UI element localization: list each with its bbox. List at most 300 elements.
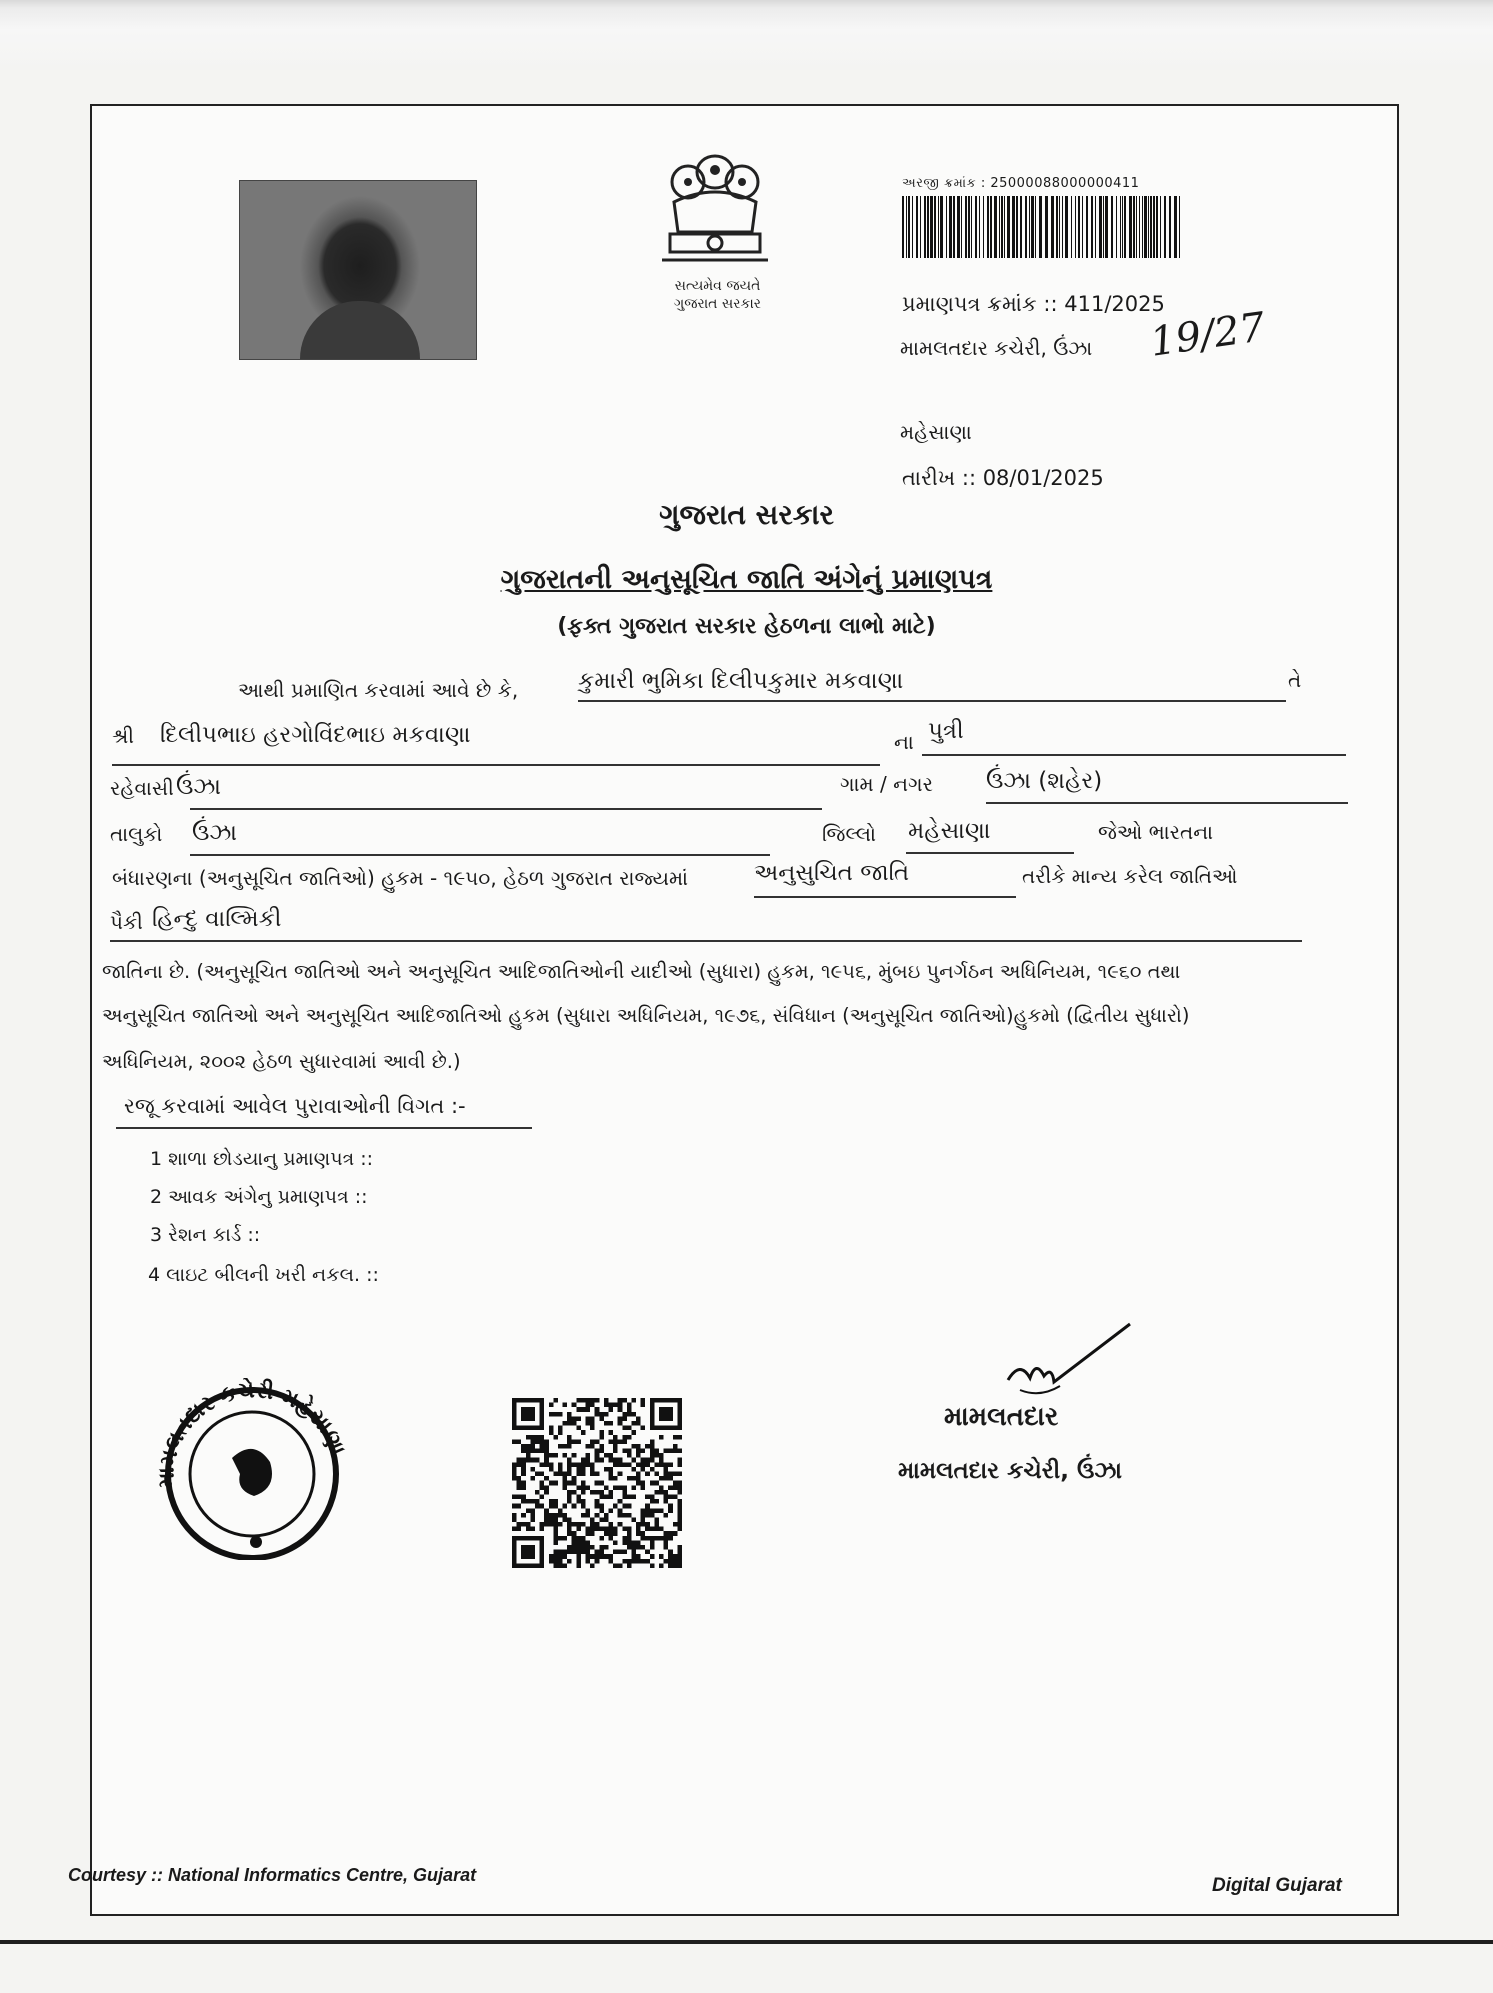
qr-module	[581, 1550, 586, 1555]
qr-module	[664, 1416, 669, 1421]
qr-module	[677, 1472, 682, 1477]
barcode-bar	[968, 196, 970, 258]
barcode-bar	[1082, 196, 1083, 258]
qr-module	[608, 1421, 613, 1426]
qr-module	[641, 1485, 646, 1490]
qr-module	[540, 1421, 545, 1426]
qr-module	[631, 1545, 636, 1550]
qr-module	[627, 1527, 632, 1532]
qr-module	[563, 1481, 568, 1486]
qr-module	[576, 1398, 581, 1403]
qr-module	[595, 1559, 600, 1564]
village-value: ઉંઝા (શહેર)	[986, 768, 1103, 794]
qr-module	[530, 1554, 535, 1559]
qr-module	[636, 1462, 641, 1467]
qr-module	[526, 1444, 531, 1449]
qr-module	[613, 1563, 618, 1568]
qr-code	[508, 1398, 686, 1568]
qr-module	[641, 1449, 646, 1454]
qr-module	[668, 1449, 673, 1454]
qr-module	[540, 1554, 545, 1559]
qr-module	[586, 1531, 591, 1536]
qr-module	[540, 1545, 545, 1550]
qr-module	[641, 1517, 646, 1522]
qr-module	[608, 1472, 613, 1477]
qr-module	[549, 1403, 554, 1408]
qr-module	[586, 1453, 591, 1458]
qr-module	[576, 1472, 581, 1477]
qr-module	[677, 1449, 682, 1454]
qr-module	[586, 1462, 591, 1467]
qr-module	[567, 1458, 572, 1463]
qr-module	[530, 1536, 535, 1541]
barcode-bar	[990, 196, 992, 258]
qr-module	[613, 1462, 618, 1467]
qr-module	[677, 1462, 682, 1467]
qr-module	[553, 1412, 558, 1417]
qr-module	[608, 1522, 613, 1527]
caste-value: હિન્દુ વાલ્મિકી	[152, 906, 282, 932]
qr-module	[613, 1540, 618, 1545]
qr-module	[636, 1472, 641, 1477]
qr-module	[540, 1485, 545, 1490]
qr-module	[595, 1412, 600, 1417]
qr-module	[521, 1472, 526, 1477]
qr-module	[622, 1490, 627, 1495]
qr-module	[553, 1527, 558, 1532]
qr-module	[677, 1490, 682, 1495]
barcode-bar	[946, 196, 947, 258]
qr-module	[590, 1531, 595, 1536]
qr-module	[521, 1550, 526, 1555]
qr-module	[590, 1517, 595, 1522]
qr-module	[563, 1550, 568, 1555]
qr-module	[650, 1540, 655, 1545]
qr-module	[586, 1545, 591, 1550]
qr-module	[608, 1536, 613, 1541]
barcode-bar	[1056, 196, 1058, 258]
qr-module	[641, 1559, 646, 1564]
qr-module	[677, 1550, 682, 1555]
qr-module	[517, 1476, 522, 1481]
qr-module	[544, 1485, 549, 1490]
qr-module	[563, 1403, 568, 1408]
qr-module	[645, 1527, 650, 1532]
qr-module	[576, 1439, 581, 1444]
qr-module	[622, 1435, 627, 1440]
barcode-bar	[1091, 196, 1093, 258]
photo-silhouette	[300, 301, 420, 359]
qr-module	[668, 1563, 673, 1568]
intro-text: આથી પ્રમાણિત કરવામાં આવે છે કે,	[238, 678, 519, 702]
qr-module	[668, 1536, 673, 1541]
qr-module	[608, 1407, 613, 1412]
qr-module	[540, 1550, 545, 1555]
qr-module	[627, 1536, 632, 1541]
qr-module	[636, 1522, 641, 1527]
qr-module	[563, 1444, 568, 1449]
barcode-bar	[1039, 196, 1042, 258]
qr-module	[645, 1522, 650, 1527]
qr-module	[530, 1435, 535, 1440]
qr-module	[595, 1490, 600, 1495]
barcode-bar	[1169, 196, 1171, 258]
qr-module	[599, 1536, 604, 1541]
qr-module	[576, 1536, 581, 1541]
qr-module	[572, 1439, 577, 1444]
qr-module	[677, 1545, 682, 1550]
qr-module	[659, 1453, 664, 1458]
barcode-bar	[1150, 196, 1152, 258]
certificate-title: ગુજરાતની અનુસૂચિત જાતિ અંગેનું પ્રમાણપત્ર	[500, 564, 993, 595]
qr-module	[599, 1444, 604, 1449]
qr-module	[595, 1398, 600, 1403]
qr-module	[650, 1563, 655, 1568]
qr-module	[512, 1416, 517, 1421]
qr-module	[677, 1426, 682, 1431]
qr-module	[590, 1522, 595, 1527]
qr-module	[627, 1412, 632, 1417]
qr-module	[650, 1403, 655, 1408]
qr-module	[677, 1522, 682, 1527]
qr-module	[581, 1485, 586, 1490]
barcode-bar	[957, 196, 960, 258]
barcode-bar	[1124, 196, 1126, 258]
qr-module	[668, 1508, 673, 1513]
qr-module	[604, 1467, 609, 1472]
qr-module	[576, 1550, 581, 1555]
qr-module	[567, 1435, 572, 1440]
qr-module	[650, 1426, 655, 1431]
legal-paragraph-line-2: અનુસૂચિત જાતિઓ અને અનુસૂચિત આદિજાતિઓ હુકમ (સુધારા અધિનિયમ, ૧૯૭૬, સંવિધાન (અનુસૂચિત જાતિઓ)હુકમો (દ્વિતીય સુધારો)	[102, 1004, 1190, 1027]
qr-module	[535, 1504, 540, 1509]
qr-module	[599, 1435, 604, 1440]
barcode-bar	[1078, 196, 1080, 258]
qr-module	[526, 1563, 531, 1568]
qr-module	[604, 1485, 609, 1490]
qr-module	[599, 1416, 604, 1421]
qr-module	[576, 1416, 581, 1421]
qr-module	[645, 1444, 650, 1449]
qr-module	[540, 1522, 545, 1527]
qr-module	[677, 1458, 682, 1463]
qr-module	[521, 1522, 526, 1527]
qr-module	[586, 1444, 591, 1449]
qr-module	[650, 1513, 655, 1518]
qr-module	[622, 1462, 627, 1467]
barcode-bar	[902, 196, 904, 258]
qr-module	[595, 1472, 600, 1477]
category-line	[754, 896, 1016, 898]
relation-value: પુત્રી	[928, 718, 964, 744]
qr-module	[521, 1563, 526, 1568]
qr-module	[650, 1508, 655, 1513]
barcode-bar	[920, 196, 921, 258]
qr-module	[563, 1421, 568, 1426]
qr-module	[636, 1444, 641, 1449]
qr-module	[673, 1563, 678, 1568]
qr-module	[553, 1435, 558, 1440]
qr-module	[553, 1481, 558, 1486]
qr-module	[599, 1554, 604, 1559]
qr-module	[618, 1472, 623, 1477]
qr-module	[576, 1522, 581, 1527]
qr-module	[631, 1476, 636, 1481]
qr-module	[677, 1435, 682, 1440]
qr-module	[650, 1421, 655, 1426]
qr-module	[645, 1504, 650, 1509]
qr-module	[627, 1453, 632, 1458]
barcode-bar	[1142, 196, 1143, 258]
qr-module	[599, 1449, 604, 1454]
qr-module	[650, 1412, 655, 1417]
qr-module	[604, 1545, 609, 1550]
applicant-name: કુમારી ભુમિકા દિલીપકુમાર મકવાણા	[578, 668, 904, 694]
qr-module	[608, 1554, 613, 1559]
qr-module	[599, 1517, 604, 1522]
qr-module	[576, 1499, 581, 1504]
barcode-bar	[1045, 196, 1048, 258]
qr-module	[572, 1536, 577, 1541]
qr-module	[567, 1490, 572, 1495]
qr-module	[627, 1559, 632, 1564]
qr-module	[544, 1449, 549, 1454]
qr-module	[664, 1472, 669, 1477]
qr-module	[540, 1416, 545, 1421]
qr-module	[553, 1504, 558, 1509]
qr-module	[650, 1398, 655, 1403]
qr-module	[599, 1550, 604, 1555]
qr-module	[530, 1439, 535, 1444]
qr-module	[521, 1536, 526, 1541]
qr-module	[526, 1536, 531, 1541]
relation-line	[922, 754, 1346, 756]
barcode-bar	[1016, 196, 1018, 258]
qr-module	[558, 1412, 563, 1417]
qr-module	[654, 1508, 659, 1513]
handwritten-note: 19/27	[1147, 304, 1268, 366]
qr-module	[544, 1453, 549, 1458]
qr-module	[512, 1540, 517, 1545]
qr-module	[631, 1444, 636, 1449]
qr-module	[677, 1481, 682, 1486]
qr-module	[636, 1416, 641, 1421]
qr-module	[664, 1467, 669, 1472]
qr-module	[664, 1490, 669, 1495]
qr-module	[654, 1517, 659, 1522]
qr-module	[526, 1407, 531, 1412]
qr-module	[645, 1458, 650, 1463]
qr-module	[517, 1527, 522, 1532]
qr-module	[567, 1412, 572, 1417]
qr-module	[631, 1467, 636, 1472]
qr-module	[535, 1439, 540, 1444]
qr-module	[641, 1522, 646, 1527]
qr-module	[512, 1536, 517, 1541]
qr-module	[622, 1398, 627, 1403]
qr-module	[664, 1545, 669, 1550]
resident-label: રહેવાસી	[110, 776, 174, 800]
qr-module	[668, 1472, 673, 1477]
qr-module	[631, 1554, 636, 1559]
qr-module	[572, 1421, 577, 1426]
qr-module	[659, 1485, 664, 1490]
qr-module	[572, 1522, 577, 1527]
qr-module	[586, 1527, 591, 1532]
qr-module	[659, 1476, 664, 1481]
village-label: ગામ / નગર	[840, 772, 933, 796]
barcode-bar	[1174, 196, 1177, 258]
qr-module	[608, 1453, 613, 1458]
qr-module	[567, 1462, 572, 1467]
barcode-bar	[1099, 196, 1102, 258]
qr-module	[636, 1453, 641, 1458]
qr-module	[521, 1513, 526, 1518]
qr-module	[576, 1563, 581, 1568]
barcode-bar	[1144, 196, 1147, 258]
footer-brand: Digital Gujarat	[1212, 1875, 1342, 1896]
qr-module	[664, 1449, 669, 1454]
document-item: 4 લાઇટ બીલની ખરી નકલ. ::	[148, 1264, 379, 1286]
qr-module	[668, 1550, 673, 1555]
qr-module	[530, 1449, 535, 1454]
qr-module	[677, 1513, 682, 1518]
qr-module	[664, 1536, 669, 1541]
qr-module	[673, 1398, 678, 1403]
qr-module	[595, 1458, 600, 1463]
qr-module	[650, 1439, 655, 1444]
qr-module	[622, 1550, 627, 1555]
qr-module	[599, 1508, 604, 1513]
qr-module	[553, 1540, 558, 1545]
qr-module	[664, 1531, 669, 1536]
recognized-text: તરીકે માન્ય કરેલ જાતિઓ	[1022, 864, 1238, 888]
qr-module	[521, 1467, 526, 1472]
qr-module	[677, 1416, 682, 1421]
qr-module	[677, 1559, 682, 1564]
qr-module	[521, 1494, 526, 1499]
caste-line	[110, 940, 1302, 942]
qr-module	[613, 1531, 618, 1536]
barcode-bar	[1065, 196, 1068, 258]
qr-module	[599, 1430, 604, 1435]
barcode-bar	[961, 196, 962, 258]
qr-module	[618, 1416, 623, 1421]
qr-module	[512, 1494, 517, 1499]
qr-module	[558, 1559, 563, 1564]
qr-module	[576, 1554, 581, 1559]
barcode-bar	[1133, 196, 1135, 258]
barcode-bar	[1103, 196, 1104, 258]
qr-module	[512, 1398, 517, 1403]
qr-module	[668, 1462, 673, 1467]
qr-module	[530, 1458, 535, 1463]
barcode-bar	[994, 196, 997, 258]
signatory-title: મામલતદાર	[944, 1402, 1059, 1432]
qr-module	[654, 1472, 659, 1477]
qr-module	[613, 1550, 618, 1555]
qr-module	[526, 1545, 531, 1550]
qr-module	[567, 1467, 572, 1472]
qr-module	[586, 1403, 591, 1408]
qr-module	[659, 1416, 664, 1421]
qr-module	[654, 1499, 659, 1504]
qr-module	[673, 1481, 678, 1486]
qr-module	[521, 1444, 526, 1449]
qr-module	[618, 1513, 623, 1518]
qr-module	[558, 1550, 563, 1555]
qr-module	[659, 1458, 664, 1463]
qr-module	[608, 1430, 613, 1435]
qr-module	[512, 1527, 517, 1532]
qr-module	[659, 1554, 664, 1559]
barcode-bar	[1122, 196, 1123, 258]
qr-module	[645, 1550, 650, 1555]
qr-module	[581, 1472, 586, 1477]
qr-module	[636, 1540, 641, 1545]
qr-module	[641, 1462, 646, 1467]
district-label: જિલ્લો	[822, 822, 876, 846]
qr-module	[581, 1462, 586, 1467]
qr-module	[631, 1412, 636, 1417]
qr-module	[572, 1481, 577, 1486]
qr-module	[512, 1504, 517, 1509]
barcode-bar	[930, 196, 933, 258]
legal-paragraph-line-1: જાતિના છે. (અનુસૂચિત જાતિઓ અને અનુસૂચિત આદિજાતિઓની યાદીઓ (સુધારા) હુકમ, ૧૯૫૬, મુંબઇ પુનર્ગઠન અધિનિયમ, ૧૯૬૦ તથા	[102, 960, 1181, 983]
qr-module	[558, 1536, 563, 1541]
qr-module	[549, 1517, 554, 1522]
qr-module	[659, 1426, 664, 1431]
qr-module	[530, 1467, 535, 1472]
qr-module	[677, 1508, 682, 1513]
qr-module	[599, 1412, 604, 1417]
qr-module	[526, 1453, 531, 1458]
qr-module	[526, 1426, 531, 1431]
qr-module	[599, 1458, 604, 1463]
qr-module	[553, 1536, 558, 1541]
qr-module	[526, 1527, 531, 1532]
qr-module	[613, 1504, 618, 1509]
qr-module	[544, 1458, 549, 1463]
qr-module	[521, 1407, 526, 1412]
qr-module	[581, 1490, 586, 1495]
office-seal-stamp	[144, 1378, 362, 1560]
qr-module	[654, 1490, 659, 1495]
qr-module	[544, 1490, 549, 1495]
qr-module	[512, 1513, 517, 1518]
qr-module	[572, 1490, 577, 1495]
qr-module	[595, 1504, 600, 1509]
qr-module	[572, 1453, 577, 1458]
barcode-bar	[916, 196, 918, 258]
qr-module	[590, 1416, 595, 1421]
qr-module	[572, 1545, 577, 1550]
qr-module	[613, 1485, 618, 1490]
qr-module	[576, 1407, 581, 1412]
qr-module	[576, 1462, 581, 1467]
qr-module	[521, 1458, 526, 1463]
qr-module	[549, 1481, 554, 1486]
qr-module	[636, 1449, 641, 1454]
resident-value: ઉંઝા	[176, 774, 221, 800]
barcode-bar	[1160, 196, 1161, 258]
government-title: ગુજરાત સરકાર	[659, 498, 834, 531]
qr-module	[608, 1458, 613, 1463]
qr-module	[641, 1403, 646, 1408]
qr-module	[540, 1439, 545, 1444]
qr-module	[530, 1398, 535, 1403]
qr-module	[636, 1554, 641, 1559]
